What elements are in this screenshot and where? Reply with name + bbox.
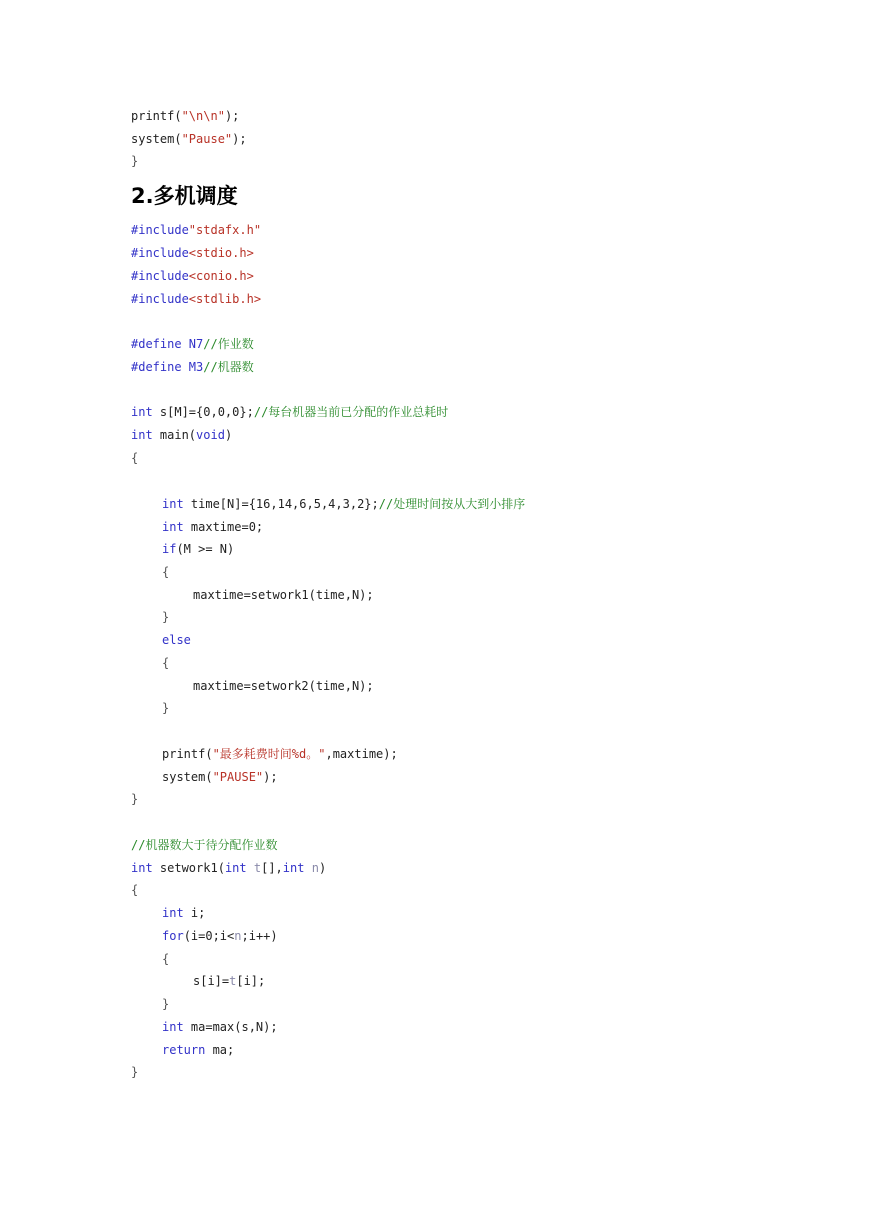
code-line (131, 151, 138, 171)
code-token: main( (152, 428, 197, 442)
code-line (131, 220, 261, 240)
code-token: { (131, 451, 139, 465)
code-token: "Pause" (181, 132, 233, 146)
code-token: [], (261, 861, 283, 875)
code-token: int (224, 861, 247, 875)
code-line (162, 517, 263, 537)
code-token: s[i]= (193, 974, 230, 988)
code-line (131, 357, 254, 377)
code-token: else (162, 633, 191, 647)
code-line (162, 607, 169, 627)
code-line (131, 425, 232, 445)
code-token: #include (131, 246, 189, 260)
code-token: int (162, 1020, 184, 1034)
code-line (131, 835, 277, 855)
code-token: int (131, 861, 153, 875)
code-token: n (311, 861, 319, 875)
code-token: setwork1( (152, 861, 225, 875)
code-token: <conio.h> (188, 269, 254, 283)
code-token: n (234, 929, 242, 943)
code-token: if (162, 542, 177, 556)
code-token: int (162, 520, 184, 534)
code-token: ); (232, 132, 247, 146)
section-heading: 2.多机调度 (131, 184, 238, 208)
code-token: //处理时间按从大到小排序 (378, 497, 526, 511)
code-token: ma=max(s,N); (183, 1020, 278, 1034)
code-token: for (162, 929, 184, 943)
code-line (131, 289, 261, 309)
code-token: #include (131, 292, 189, 306)
code-token: maxtime=setwork1(time,N); (193, 588, 374, 602)
code-token: int (131, 428, 153, 442)
code-line (131, 402, 448, 422)
code-line (131, 448, 138, 468)
code-token: N7 (188, 337, 204, 351)
code-line (193, 585, 374, 605)
code-token: return (162, 1043, 206, 1057)
code-token (247, 861, 254, 875)
code-line (131, 106, 239, 126)
code-token: i; (183, 906, 206, 920)
code-line (162, 949, 169, 969)
code-line (193, 971, 265, 991)
code-token: system( (131, 132, 182, 146)
code-token: } (162, 997, 170, 1011)
code-token: ) (318, 861, 327, 875)
code-token: } (162, 701, 170, 715)
code-line (162, 994, 169, 1014)
code-token: printf( (162, 747, 213, 761)
code-token: #include (131, 269, 189, 283)
code-line (162, 630, 191, 650)
code-token: "PAUSE" (212, 770, 264, 784)
code-line (162, 653, 169, 673)
code-token: maxtime=0; (183, 520, 264, 534)
code-token: s[M]={0,0,0}; (152, 405, 254, 419)
code-token: } (162, 610, 170, 624)
code-token: } (131, 1065, 139, 1079)
code-line (162, 1017, 278, 1037)
code-token: ma; (205, 1043, 235, 1057)
code-line (162, 1040, 234, 1060)
code-token: time[N]={16,14,6,5,4,3,2}; (183, 497, 379, 511)
code-token: ;i++) (241, 929, 278, 943)
code-line (131, 880, 138, 900)
code-line (131, 243, 254, 263)
code-token: (M >= N) (176, 542, 235, 556)
code-line (162, 903, 205, 923)
code-token: ) (224, 428, 233, 442)
code-token: "\n\n" (181, 109, 225, 123)
code-token: int (162, 497, 184, 511)
code-token: //机器数大于待分配作业数 (131, 838, 278, 852)
code-line (193, 676, 374, 696)
code-token: #define (131, 360, 189, 374)
code-line (162, 562, 169, 582)
code-line (131, 789, 138, 809)
code-token: { (131, 883, 139, 897)
code-line (131, 266, 254, 286)
code-token: (i=0;i< (183, 929, 235, 943)
code-line (131, 334, 254, 354)
code-token (304, 861, 311, 875)
code-token: "stdafx.h" (188, 223, 262, 237)
code-token: #define (131, 337, 189, 351)
code-token: system( (162, 770, 213, 784)
code-token: //机器数 (203, 360, 254, 374)
code-token: [i]; (236, 974, 266, 988)
code-token: #include (131, 223, 189, 237)
code-token: } (131, 154, 139, 168)
code-token: ,maxtime); (325, 747, 398, 761)
code-token: { (162, 656, 170, 670)
code-token: int (282, 861, 305, 875)
code-token: t (229, 974, 237, 988)
code-token: <stdlib.h> (188, 292, 262, 306)
code-token: //作业数 (203, 337, 254, 351)
code-token: printf( (131, 109, 182, 123)
code-line (162, 744, 398, 764)
code-token: } (131, 792, 139, 806)
code-line (162, 926, 278, 946)
code-token: { (162, 565, 170, 579)
code-line (162, 539, 234, 559)
code-token: void (196, 428, 225, 442)
code-token: ); (224, 109, 240, 123)
code-token: t (253, 861, 262, 875)
code-token: maxtime=setwork2(time,N); (193, 679, 374, 693)
code-token: int (162, 906, 184, 920)
code-line (162, 698, 169, 718)
code-line (131, 1062, 138, 1082)
code-token: ); (263, 770, 278, 784)
code-token: { (162, 952, 170, 966)
code-token: "最多耗费时间%d。" (212, 747, 326, 761)
code-line (162, 767, 278, 787)
code-line (162, 494, 525, 514)
code-line (131, 858, 326, 878)
code-token: <stdio.h> (188, 246, 254, 260)
code-token: //每台机器当前已分配的作业总耗时 (253, 405, 449, 419)
code-token: int (131, 405, 153, 419)
code-line (131, 129, 247, 149)
code-token: M3 (188, 360, 204, 374)
